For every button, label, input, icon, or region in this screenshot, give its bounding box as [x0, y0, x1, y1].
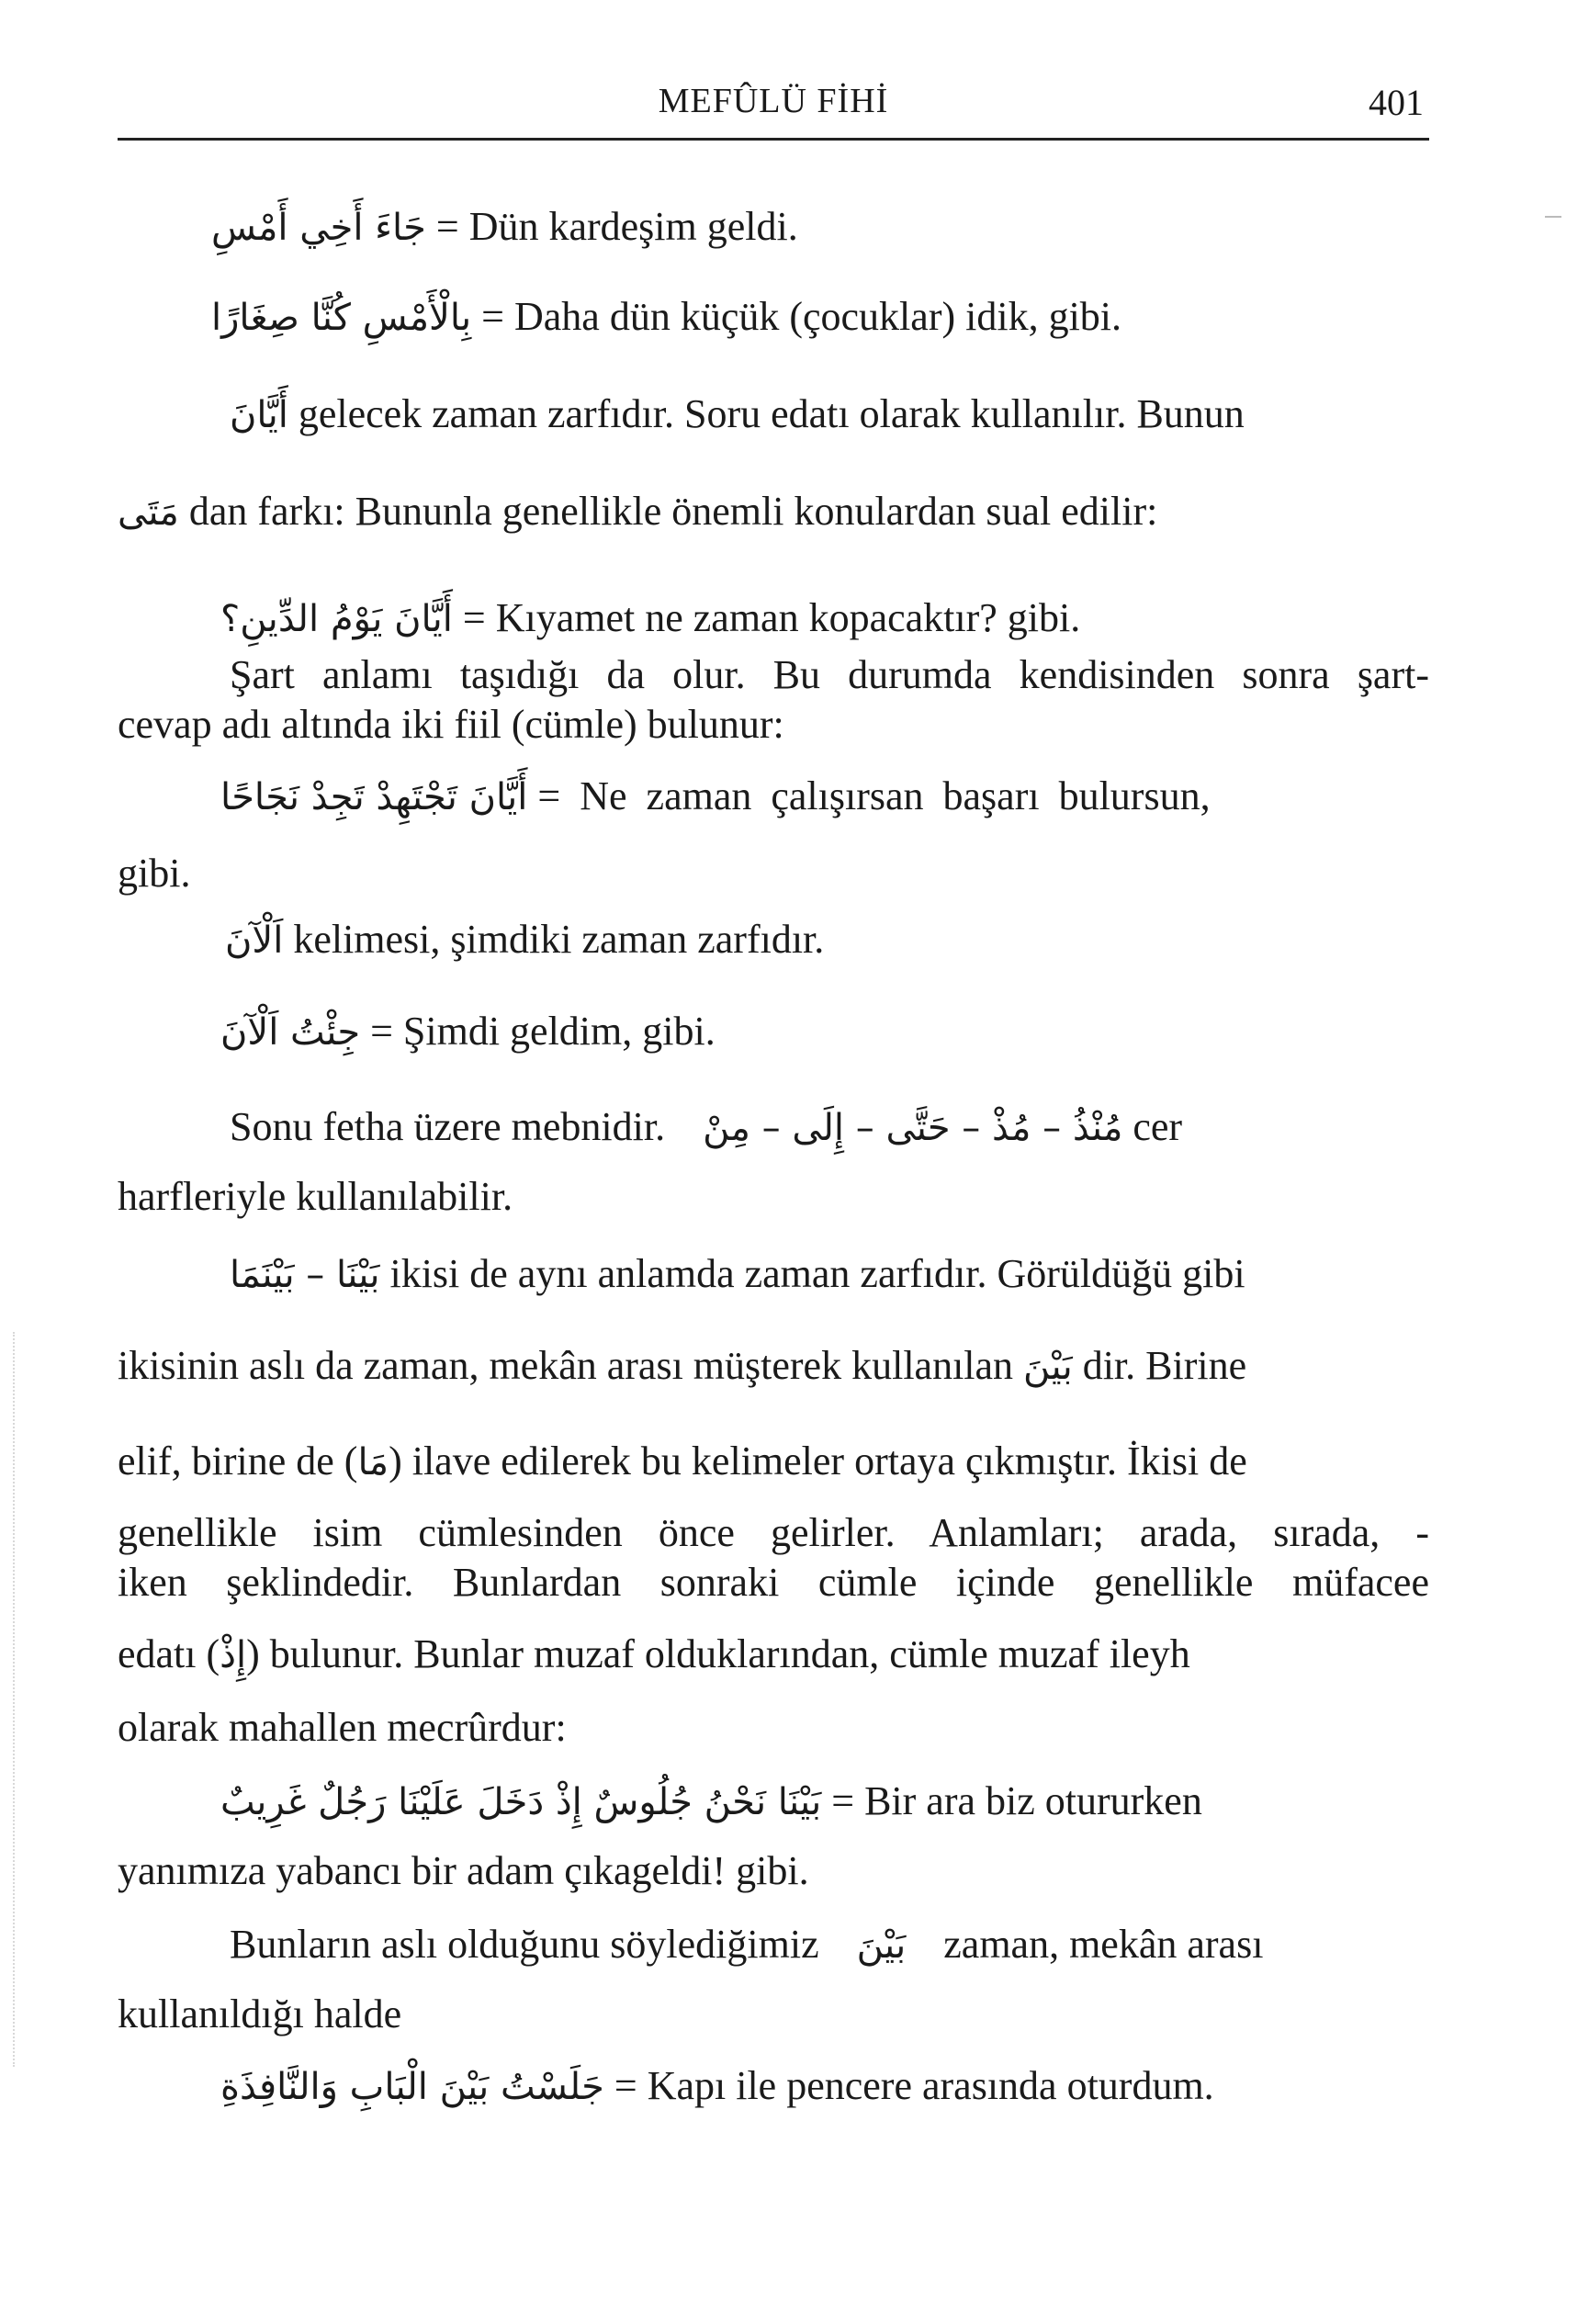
scan-edge-mark — [13, 1332, 17, 2067]
example-line-1 — [211, 202, 798, 253]
arabic-example: أَيَّانَ يَوْمُ الدِّينِ؟ — [220, 598, 453, 640]
text-line-18: iken şeklindedir. Bunlardan sonraki cümle içinde genellikle müfacee — [118, 1560, 1429, 1605]
body-text: Bunların aslı olduğunu söylediğimiz — [230, 1922, 819, 1967]
translation: = Ne zaman çalışırsan başarı bulursun, — [537, 773, 1211, 818]
translation: = Kıyamet ne zaman kopacaktır? gibi. — [462, 595, 1081, 640]
body-text: Sonu fetha üzere mebnidir. — [230, 1104, 666, 1149]
text-line-17: genellikle isim cümlesinden önce gelirler. Anlamları; arada, sırada, - — [118, 1510, 1429, 1555]
arabic-list: مُنْذُ – مُذْ – حَتَّى – إِلَى – مِنْ — [703, 1107, 1123, 1149]
arabic-term: اَلْآنَ — [225, 919, 284, 962]
margin-mark — [1545, 216, 1561, 218]
arabic-example: بَيْنَا نَحْنُ جُلُوسٌ إِذْ دَخَلَ عَلَيْنَا رَجُلٌ غَرِيبٌ — [220, 1781, 822, 1823]
arabic-term: إِذْ — [220, 1634, 247, 1676]
body-text: dan farkı: Bununla genellikle önemli konulardan sual edilir: — [188, 489, 1158, 534]
running-title: MEFÛLÜ FİHİ — [658, 82, 889, 120]
body-text: kelimesi, şimdiki zaman zarfıdır. — [293, 917, 825, 962]
arabic-term: أَيَّانَ — [230, 394, 288, 436]
arabic-example: بِالْأَمْسِ كُنَّا صِغَارًا — [211, 297, 472, 339]
body-text: ikisinin aslı da zaman, mekân arası müşterek kullanılan — [118, 1343, 1014, 1388]
text-line-22: yanımıza yabancı bir adam çıkageldi! gibi. — [118, 1848, 809, 1893]
arabic-term: بَيْنَ — [856, 1924, 907, 1967]
example-line-11 — [220, 1007, 716, 1057]
arabic-example: جِئْتُ اَلْآنَ — [220, 1011, 361, 1054]
translation: = Şimdi geldim, gibi. — [370, 1009, 716, 1054]
arabic-term: بَيْنَا – بَيْنَمَا — [230, 1254, 380, 1296]
body-text: cer — [1133, 1104, 1183, 1149]
example-line-2 — [211, 292, 1121, 343]
body-text: gelecek zaman zarfıdır. Soru edatı olarak kullanılır. Bunun — [298, 391, 1245, 436]
translation: = Kapı ile pencere arasında oturdum. — [614, 2063, 1214, 2108]
example-line-8 — [220, 772, 1211, 822]
text-line-20: olarak mahallen mecrûrdur: — [118, 1705, 567, 1750]
text-line-14 — [230, 1249, 1245, 1300]
body-text: ) bulunur. Bunlar muzaf olduklarından, cümle muzaf ileyh — [246, 1631, 1190, 1676]
arabic-example: جَلَسْتُ بَيْنَ الْبَابِ وَالنَّافِذَةِ — [220, 2066, 604, 2108]
text-line-23 — [230, 1920, 1263, 1970]
text-line-6: Şart anlamı taşıdığı da olur. Bu durumda kendisinden sonra şart- — [230, 652, 1429, 697]
page-number: 401 — [1369, 82, 1424, 123]
text-line-7: cevap adı altında iki fiil (cümle) bulunur: — [118, 702, 784, 747]
text-line-10 — [225, 915, 824, 965]
example-line-5 — [220, 593, 1080, 644]
arabic-example: أَيَّانَ تَجْتَهِدْ تَجِدْ نَجَاحًا — [220, 776, 528, 818]
translation: = Bir ara biz otururken — [831, 1778, 1202, 1823]
arabic-term: بَيْنَ — [1023, 1346, 1073, 1388]
body-text: ) ilave edilerek bu kelimeler ortaya çıkmıştır. İkisi de — [389, 1438, 1247, 1484]
arabic-term: مَتَى — [118, 491, 179, 534]
body-text: dir. Birine — [1082, 1343, 1247, 1388]
text-line-4 — [118, 487, 1157, 537]
translation: = Daha dün küçük (çocuklar) idik, gibi. — [481, 294, 1122, 339]
text-line-15 — [118, 1341, 1246, 1392]
text-line-3 — [230, 389, 1245, 440]
body-text: edatı ( — [118, 1631, 220, 1676]
text-line-24: kullanıldığı halde — [118, 1991, 402, 2036]
body-text: zaman, mekân arası — [943, 1922, 1264, 1967]
text-line-9: gibi. — [118, 851, 191, 896]
page-header — [118, 81, 1429, 141]
example-line-21 — [220, 1777, 1202, 1827]
example-line-25 — [220, 2061, 1214, 2112]
body-text: ikisi de aynı anlamda zaman zarfıdır. Görüldüğü gibi — [389, 1251, 1245, 1296]
text-line-12 — [230, 1102, 1182, 1153]
text-line-13: harfleriyle kullanılabilir. — [118, 1174, 513, 1219]
arabic-term: مَا — [357, 1441, 389, 1484]
body-text: elif, birine de ( — [118, 1438, 358, 1484]
text-line-19 — [118, 1630, 1190, 1680]
arabic-example: جَاءَ أَخِي أَمْسِ — [211, 207, 426, 249]
translation: = Dün kardeşim geldi. — [435, 204, 798, 249]
text-line-16 — [118, 1437, 1247, 1487]
